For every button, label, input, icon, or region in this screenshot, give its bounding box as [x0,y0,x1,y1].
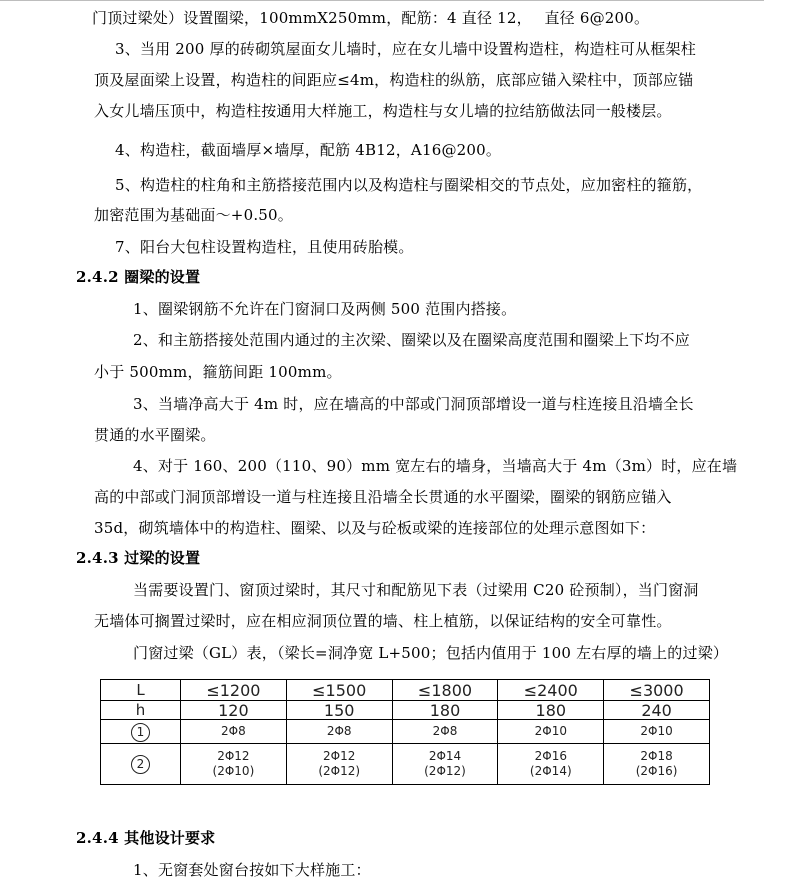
table-cell: 2Φ8 [392,720,498,744]
table-row [101,744,710,785]
row-label-2 [101,744,181,785]
paragraph-ring-beam-3b: 贯通的水平圈梁。 [94,426,216,444]
table-cell: 2Φ8 [286,720,392,744]
paragraph-parapet-3: 入女儿墙压顶中，构造柱按通用大样施工，构造柱与女儿墙的拉结筋做法同一般楼层。 [94,102,672,120]
cell-top-value: 2Φ12 [323,749,356,763]
cell-bottom-value: (2Φ14) [529,764,572,778]
cell-bottom-value: (2Φ16) [635,764,678,778]
section-heading-other: 2.4.4 其他设计要求 [76,829,216,847]
paragraph-column-section: 4、构造柱，截面墙厚×墙厚，配筋 4B12，A16@200。 [115,141,502,159]
paragraph-ring-beam-4c: 35d，砌筑墙体中的构造柱、圈梁、以及与砼板或梁的连接部位的处理示意图如下： [94,519,656,537]
row-label-h: h [101,701,181,720]
table-cell: ≤1200 [181,680,287,701]
table-cell: ≤3000 [604,680,710,701]
table-cell: 2Φ10 [604,720,710,744]
table-caption: 门窗过梁（GL）表，（梁长=洞净宽 L+500；包括内值用于 100 左右厚的墙上的过梁） [133,644,729,662]
table-cell: 2Φ8 [181,720,287,744]
paragraph-ring-beam-1: 1、圈梁钢筋不允许在门窗洞口及两侧 500 范围内搭接。 [133,300,517,318]
table-cell: 180 [392,701,498,720]
table-cell: 120 [181,701,287,720]
table-cell [181,744,287,785]
paragraph-stirrup-2: 加密范围为基础面～+0.50。 [94,206,293,224]
paragraph-lintel-1: 当需要设置门、窗顶过梁时，其尺寸和配筋见下表（过梁用 C20 砼预制），当门窗洞 [133,581,699,599]
table-cell: ≤1800 [392,680,498,701]
table-cell [286,744,392,785]
lintel-table [100,679,710,785]
page-top-edge [0,0,764,1]
paragraph-ring-beam-4a: 4、对于 160、200（110、90）mm 宽左右的墙身，当墙高大于 4m（3m）时，应在墙 [133,457,738,475]
row-label-1 [101,720,181,744]
table-cell [392,744,498,785]
table-row [101,720,710,744]
section-heading-ring-beam: 2.4.2 圈梁的设置 [76,268,201,286]
paragraph-stirrup-1: 5、构造柱的柱角和主筋搭接范围内以及构造柱与圈梁相交的节点处，应加密柱的箍筋， [115,176,703,194]
table-cell: 240 [604,701,710,720]
table-cell: 2Φ10 [498,720,604,744]
paragraph-ring-beam-2b: 小于 500mm，箍筋间距 100mm。 [94,363,342,381]
cell-top-value: 2Φ12 [217,749,250,763]
cell-bottom-value: (2Φ12) [318,764,361,778]
paragraph-parapet-1: 3、当用 200 厚的砖砌筑屋面女儿墙时，应在女儿墙中设置构造柱，构造柱可从框架柱 [115,40,696,58]
table-cell [498,744,604,785]
paragraph-lintel-2: 无墙体可搁置过梁时，应在相应洞顶位置的墙、柱上植筋，以保证结构的安全可靠性。 [94,612,672,630]
table-cell: ≤1500 [286,680,392,701]
paragraph-other-1: 1、无窗套处窗台按如下大样施工： [133,861,371,879]
paragraph-ring-beam-4b: 高的中部或门洞顶部增设一道与柱连接且沿墙全长贯通的水平圈梁，圈梁的钢筋应锚入 [94,488,672,506]
row-label-l: L [101,680,181,701]
paragraph-ring-beam-3a: 3、当墙净高大于 4m 时，应在墙高的中部或门洞顶部增设一道与柱连接且沿墙全长 [133,395,694,413]
cell-top-value: 2Φ18 [640,749,673,763]
paragraph-parapet-2: 顶及屋面梁上设置，构造柱的间距应≤4m，构造柱的纵筋，底部应锚入梁柱中，顶部应锚 [94,71,694,89]
paragraph-balcony: 7、阳台大包柱设置构造柱，且使用砖胎模。 [115,238,414,256]
table-row [101,701,710,720]
table-cell [604,744,710,785]
cell-bottom-value: (2Φ12) [424,764,466,778]
table-cell: 180 [498,701,604,720]
paragraph-ring-beam-2a: 2、和主筋搭接处范围内通过的主次梁、圈梁以及在圈梁高度范围和圈梁上下均不应 [133,331,690,349]
circled-number-2: 2 [131,755,150,774]
cell-top-value: 2Φ14 [428,749,462,763]
table-cell: ≤2400 [498,680,604,701]
cell-top-value: 2Φ16 [534,749,567,763]
circled-number-1: 1 [131,723,150,742]
table-cell: 150 [286,701,392,720]
text-line-continuation: 门顶过梁处）设置圈梁，100mmX250mm，配筋：4 直径 12， 直径 6@200。 [92,9,650,27]
section-heading-lintel: 2.4.3 过梁的设置 [76,549,201,567]
table-row [101,680,710,701]
cell-bottom-value: (2Φ10) [212,764,255,778]
